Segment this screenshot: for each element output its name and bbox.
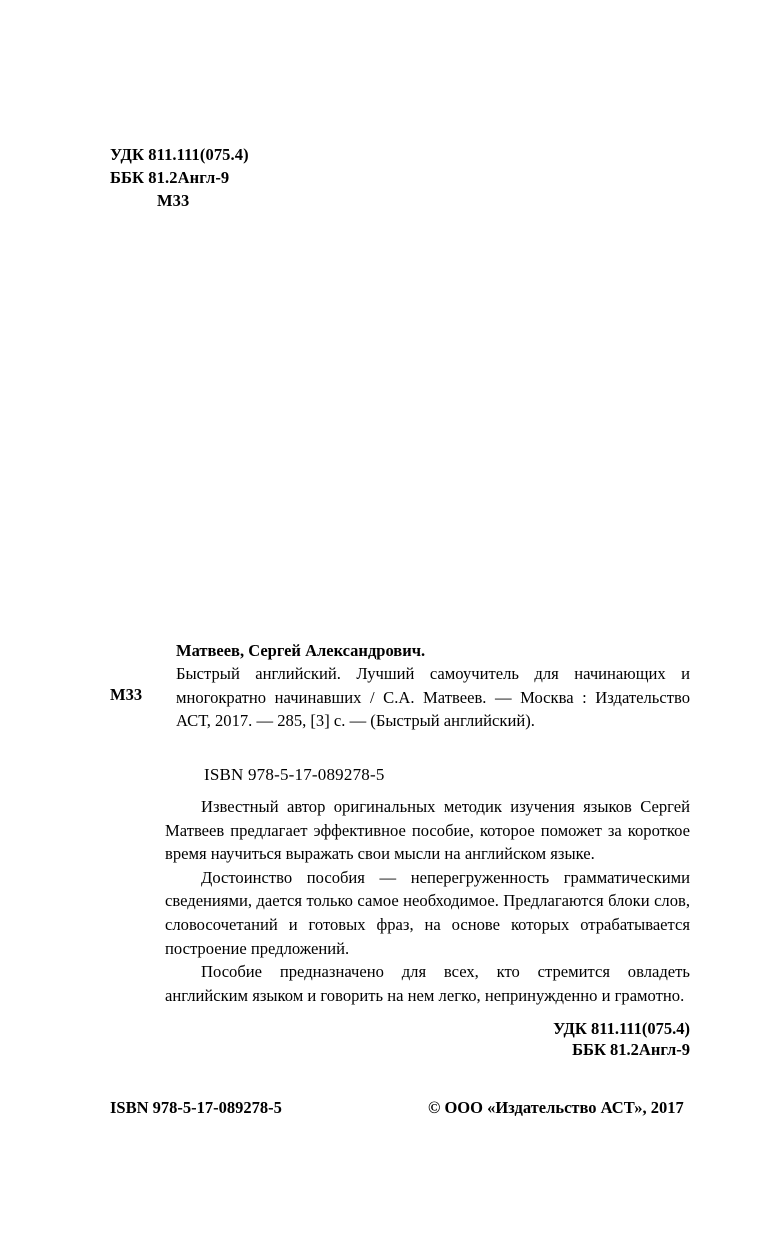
biblio-body	[110, 662, 690, 733]
biblio-description: Быстрый английский. Лучший самоучитель для начинающих и многократно начинавших / С.А. Матвеев. — Москва : Издательство АСТ, 2017. — 285, [3] с. — (Быстрый английский).	[176, 664, 690, 730]
classification-block-bottom	[553, 1018, 690, 1060]
biblio-author-sign: М33	[110, 685, 143, 704]
copyright-notice: © ООО «Издательство АСТ», 2017	[428, 1098, 684, 1117]
author-sign-top: М33	[157, 191, 190, 210]
bbk-code-top: ББК 81.2Англ-9	[110, 168, 230, 187]
classification-block-top	[110, 143, 249, 212]
isbn-footer: ISBN 978-5-17-089278-5	[110, 1098, 282, 1117]
annotation-paragraph: Пособие предназначено для всех, кто стремится овладеть английским языком и говорить на нем легко, непринужденно и грамотно.	[165, 962, 690, 1005]
udk-code-top: УДК 811.111(075.4)	[110, 145, 249, 164]
bibliographic-record	[110, 640, 690, 733]
annotation-paragraph: Достоинство пособия — неперегруженность грамматическими сведениями, дается только самое необходимое. Предлагаются блоки слов, словосочетаний и готовых фраз, на основе которых отрабатывается построение предложений.	[165, 867, 690, 958]
annotation-text	[165, 795, 690, 1007]
udk-code-bottom: УДК 811.111(075.4)	[553, 1019, 690, 1038]
annotation-paragraph: Известный автор оригинальных методик изучения языков Сергей Матвеев предлагает эффективное пособие, которое поможет за короткое время научиться выражать свои мысли на английском языке.	[165, 797, 690, 864]
isbn-main: ISBN 978-5-17-089278-5	[204, 765, 385, 784]
biblio-author-heading: Матвеев, Сергей Александрович.	[176, 641, 426, 660]
bbk-code-bottom: ББК 81.2Англ-9	[572, 1040, 690, 1059]
